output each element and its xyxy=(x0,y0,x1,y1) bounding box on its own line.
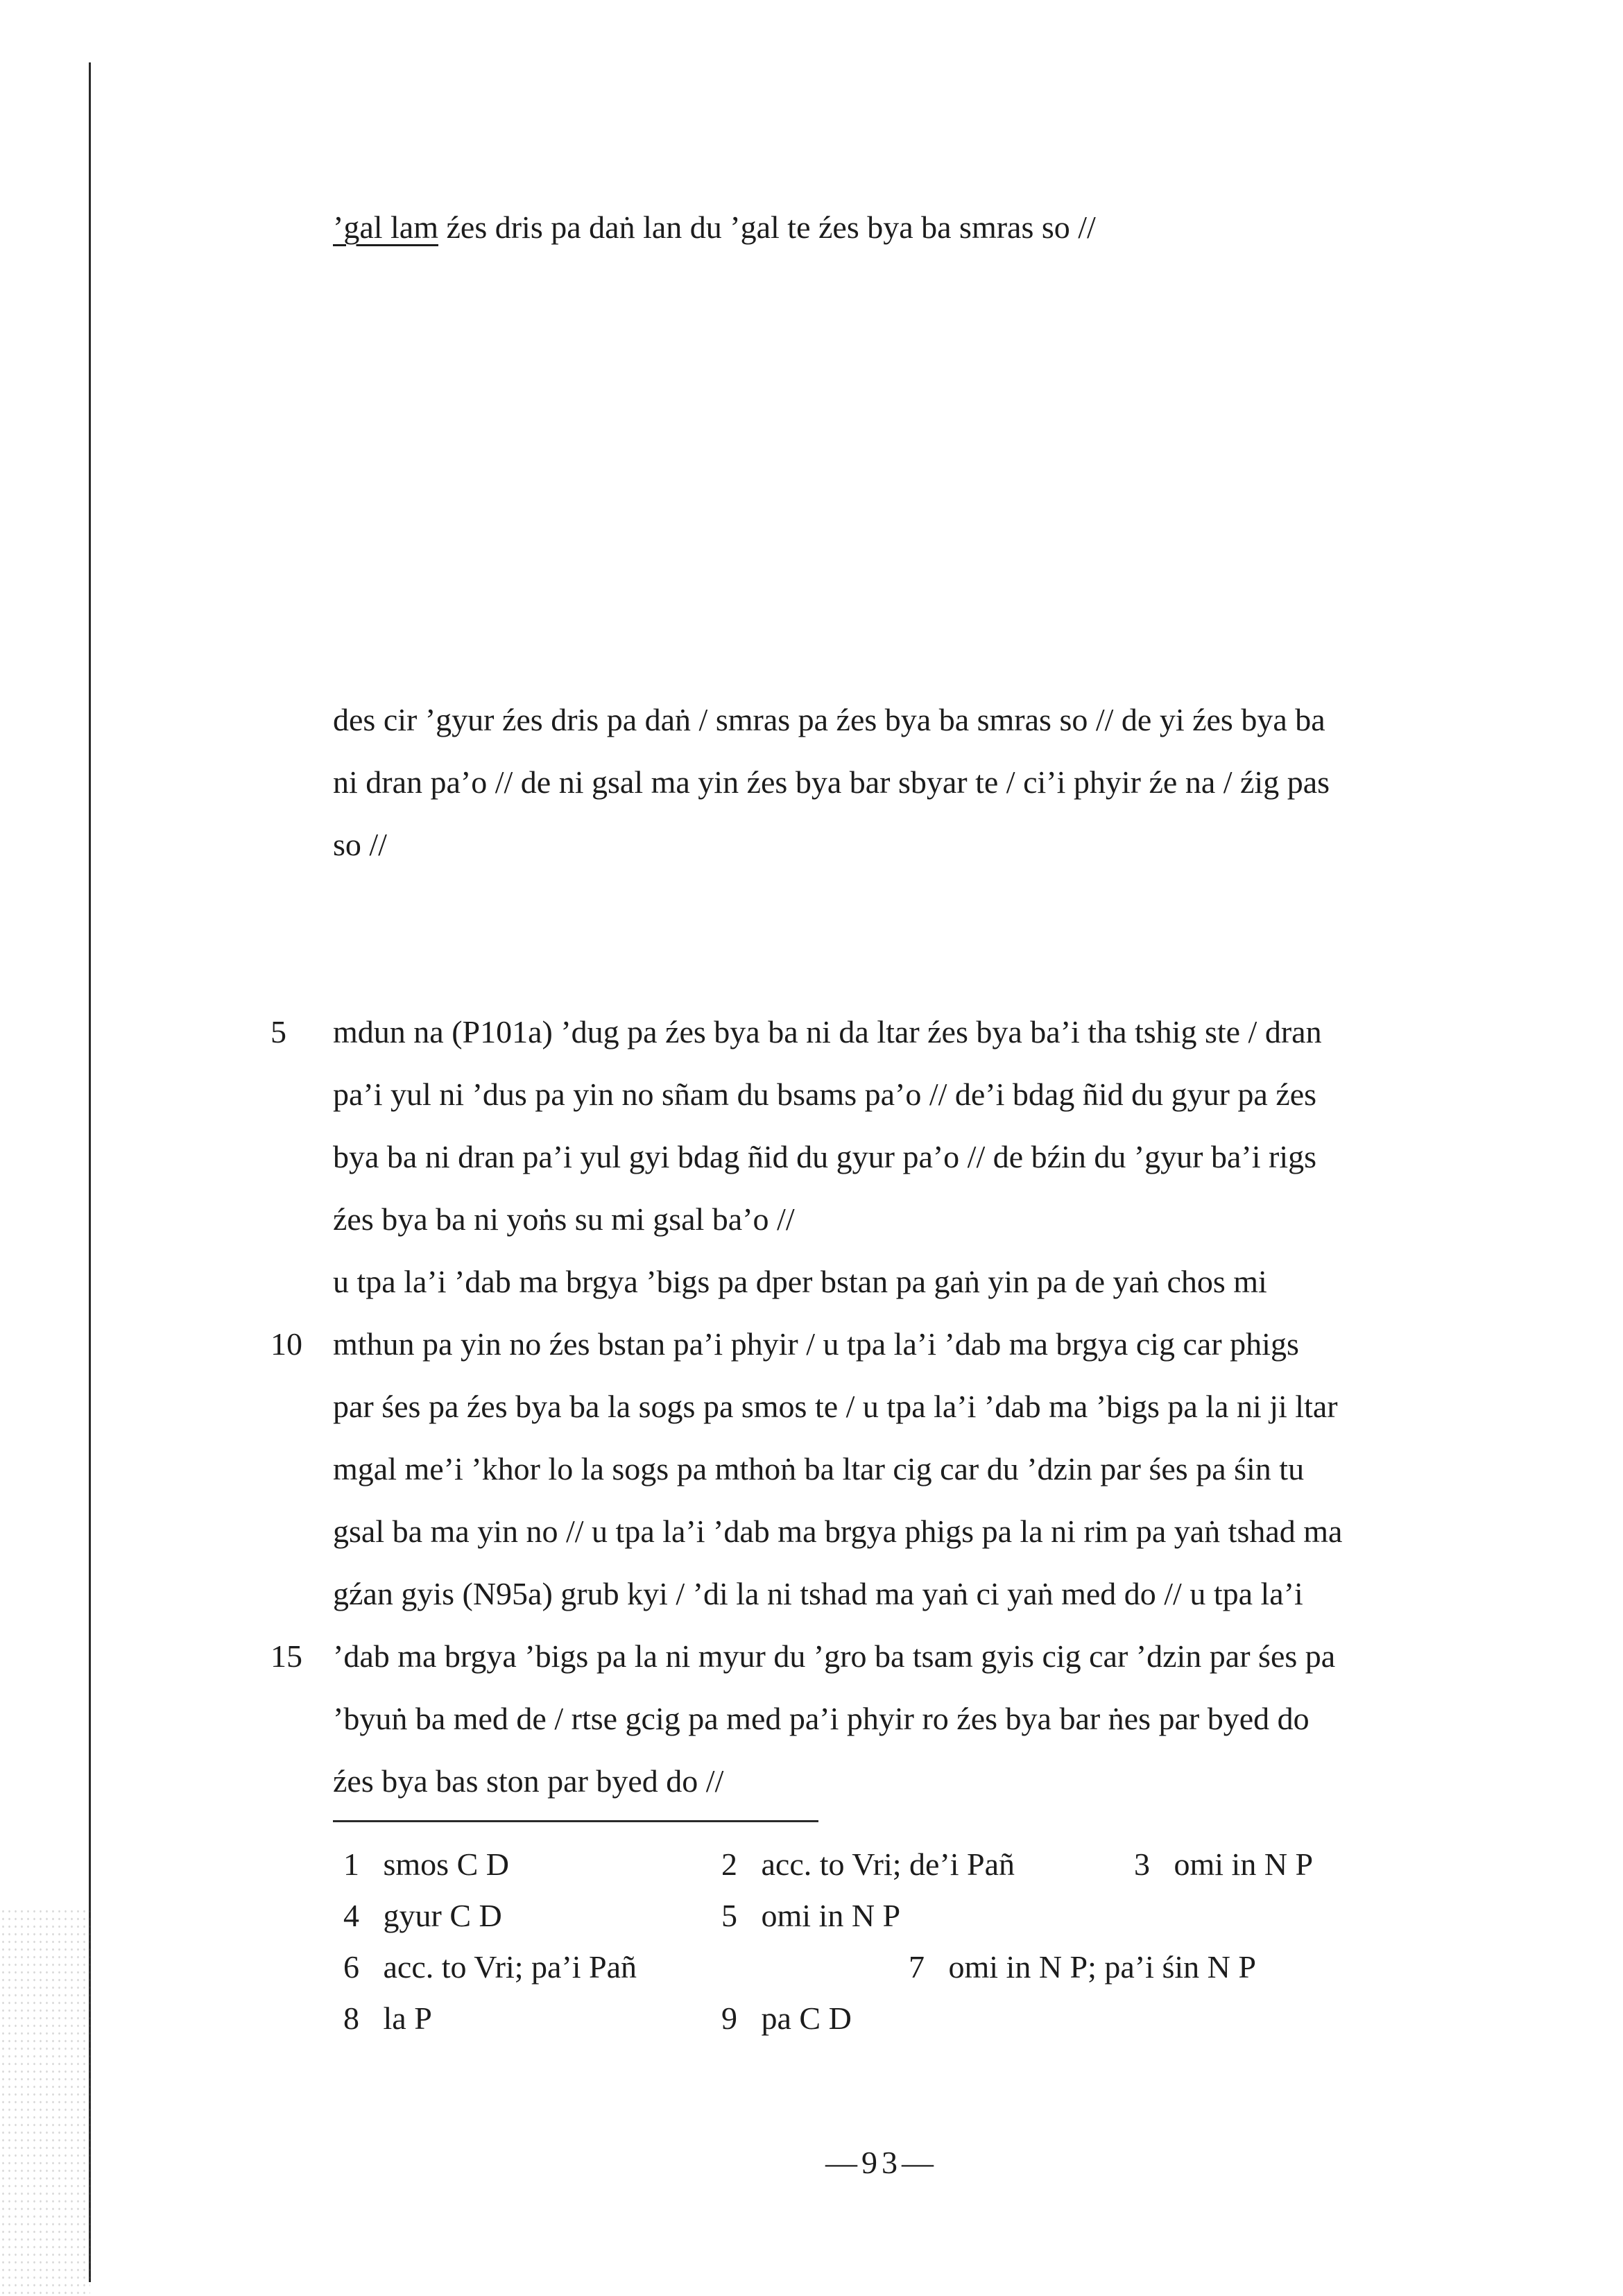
text-line: ’byuṅ ba med de / rtse gcig pa med pa’i phyir ro źes bya bar ṅes par byed do xyxy=(333,1701,1309,1736)
text-line: so // xyxy=(333,827,387,862)
footnote: 1 smos C D xyxy=(343,1847,509,1882)
footnote: 9 pa C D xyxy=(721,2001,852,2036)
line-number: 15 xyxy=(270,1638,302,1674)
text-line: źes bya bas ston par byed do // xyxy=(333,1763,724,1799)
footnote: 5 omi in N P xyxy=(721,1898,901,1933)
footnote: 7 omi in N P; pa’i śin N P xyxy=(909,1949,1256,1985)
text-line: ni dran pa’o // de ni gsal ma yin źes bya bar sbyar te / ci’i phyir źe na / źig pas xyxy=(333,764,1330,800)
footnote: 4 gyur C D xyxy=(343,1898,502,1933)
text-line: gźan gyis (N95a) grub kyi / ’di la ni tshad ma yaṅ ci yaṅ med do // u tpa la’i xyxy=(333,1576,1303,1611)
text-line: mgal me’i ’khor lo la sogs pa mthoṅ ba ltar cig car du ’dzin par śes pa śin tu xyxy=(333,1451,1305,1487)
page-number: —93— xyxy=(825,2145,938,2180)
footnote: 8 la P xyxy=(343,2001,432,2036)
footnote: 6 acc. to Vri; pa’i Pañ xyxy=(343,1949,637,1985)
footnote-separator xyxy=(333,1820,818,1822)
text-line: gsal ba ma yin no // u tpa la’i ’dab ma brgya phigs pa la ni rim pa yaṅ tshad ma xyxy=(333,1514,1343,1549)
text-line: ’gal lam źes dris pa daṅ lan du ’gal te źes bya ba smras so // xyxy=(333,209,1096,245)
text-line: ’dab ma brgya ’bigs pa la ni myur du ’gro ba tsam gyis cig car ’dzin par śes pa xyxy=(333,1638,1336,1674)
text-line: bya ba ni dran pa’i yul gyi bdag ñid du gyur pa’o // de bźin du ’gyur ba’i rigs xyxy=(333,1139,1317,1174)
text-line: pa’i yul ni ’dus pa yin no sñam du bsams pa’o // de’i bdag ñid du gyur pa źes xyxy=(333,1077,1317,1112)
text-line: par śes pa źes bya ba la sogs pa smos te / u tpa la’i ’dab ma ’bigs pa la ni ji ltar xyxy=(333,1389,1338,1424)
text-line: źes bya ba ni yoṅs su mi gsal ba’o // xyxy=(333,1201,795,1237)
underlined-phrase: ’gal lam xyxy=(333,209,438,245)
line-number: 10 xyxy=(270,1326,302,1362)
footnote: 3 omi in N P xyxy=(1134,1847,1314,1882)
text-line: des cir ’gyur źes dris pa daṅ / smras pa źes bya ba smras so // de yi źes bya ba xyxy=(333,702,1325,737)
text-line: mthun pa yin no źes bstan pa’i phyir / u tpa la’i ’dab ma brgya cig car phigs xyxy=(333,1326,1299,1362)
line-number: 5 xyxy=(270,1014,286,1050)
text-line: u tpa la’i ’dab ma brgya ’bigs pa dper bstan pa gaṅ yin pa de yaṅ chos mi xyxy=(333,1264,1267,1299)
footnote: 2 acc. to Vri; de’i Pañ xyxy=(721,1847,1015,1882)
scan-noise xyxy=(0,1908,90,2296)
text-line: mdun na (P101a) ’dug pa źes bya ba ni da ltar źes bya ba’i tha tshig ste / dran xyxy=(333,1014,1322,1050)
